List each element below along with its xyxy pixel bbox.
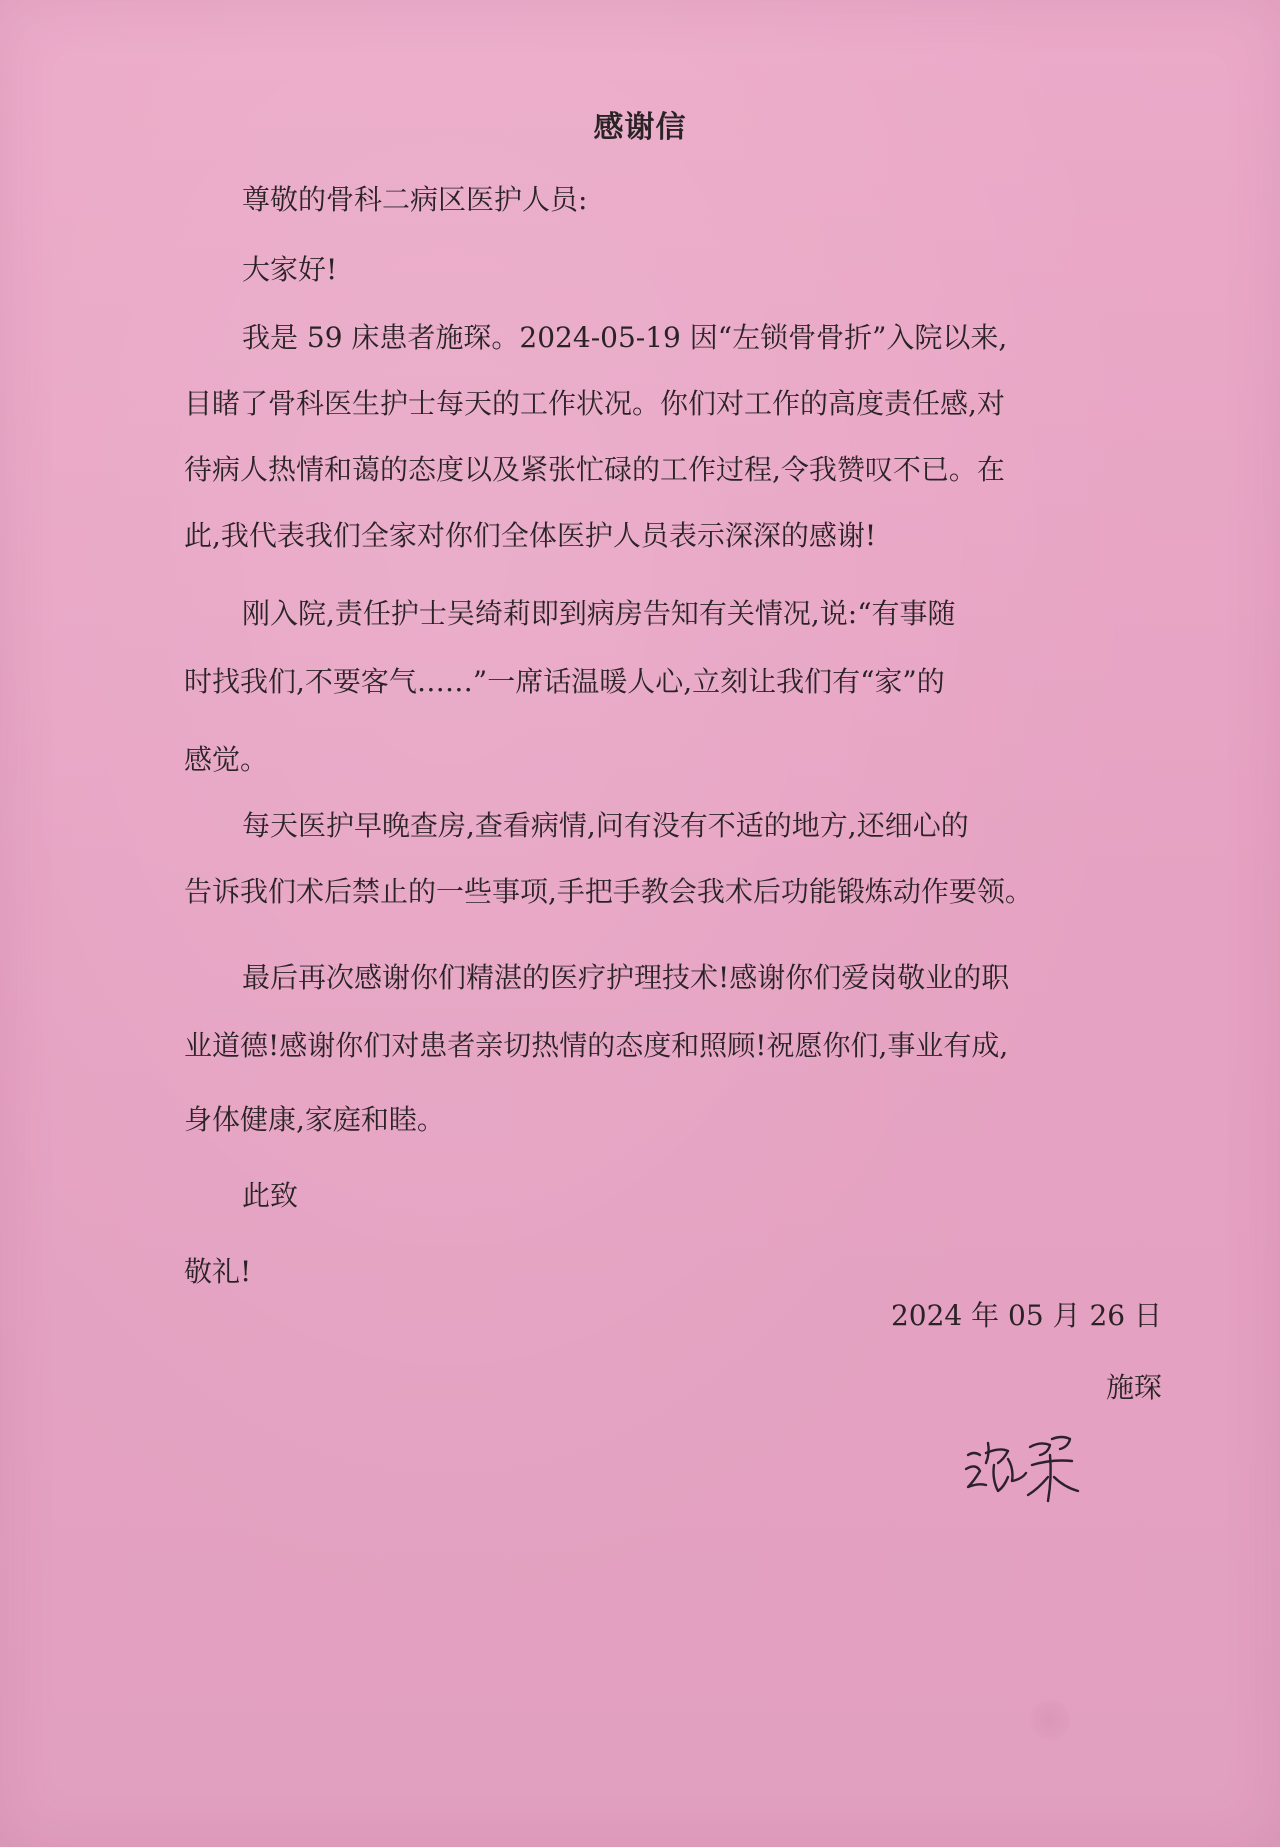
paragraph-3-line-2: 告诉我们术后禁止的一些事项,手把手教会我术后功能锻炼动作要领。: [184, 875, 1033, 908]
paragraph-1-line-1: 我是 59 床患者施琛。2024-05-19 因“左锁骨骨折”入院以来,: [242, 321, 1008, 354]
paragraph-4-line-1: 最后再次感谢你们精湛的医疗护理技术!感谢你们爱岗敬业的职: [242, 961, 1010, 994]
paper-smudge: [1030, 1700, 1070, 1740]
paragraph-2-line-2: 时找我们,不要客气……”一席话温暖人心,立刻让我们有“家”的: [184, 665, 945, 698]
greeting: 大家好!: [242, 253, 338, 286]
letter-title: 感谢信: [593, 110, 687, 145]
handwritten-signature: [960, 1425, 1100, 1515]
letter-date: 2024 年 05 月 26 日: [890, 1299, 1162, 1332]
paragraph-2-line-3: 感觉。: [184, 743, 269, 776]
paragraph-3-line-1: 每天医护早晚查房,查看病情,问有没有不适的地方,还细心的: [242, 809, 969, 842]
paragraph-1-line-4: 此,我代表我们全家对你们全体医护人员表示深深的感谢!: [184, 519, 877, 552]
closing-regards: 敬礼!: [184, 1255, 252, 1288]
closing-salutation: 此致: [242, 1179, 299, 1212]
paragraph-4-line-3: 身体健康,家庭和睦。: [184, 1103, 445, 1136]
paragraph-1-line-3: 待病人热情和蔼的态度以及紧张忙碌的工作过程,令我赞叹不已。在: [184, 453, 1005, 486]
paragraph-4-line-2: 业道德!感谢你们对患者亲切热情的态度和照顾!祝愿你们,事业有成,: [184, 1029, 1009, 1062]
salutation: 尊敬的骨科二病区医护人员:: [242, 183, 588, 216]
signer-name: 施琛: [1105, 1371, 1162, 1404]
paragraph-1-line-2: 目睹了骨科医生护士每天的工作状况。你们对工作的高度责任感,对: [184, 387, 1005, 420]
paragraph-2-line-1: 刚入院,责任护士吴绮莉即到病房告知有关情况,说:“有事随: [242, 597, 956, 630]
